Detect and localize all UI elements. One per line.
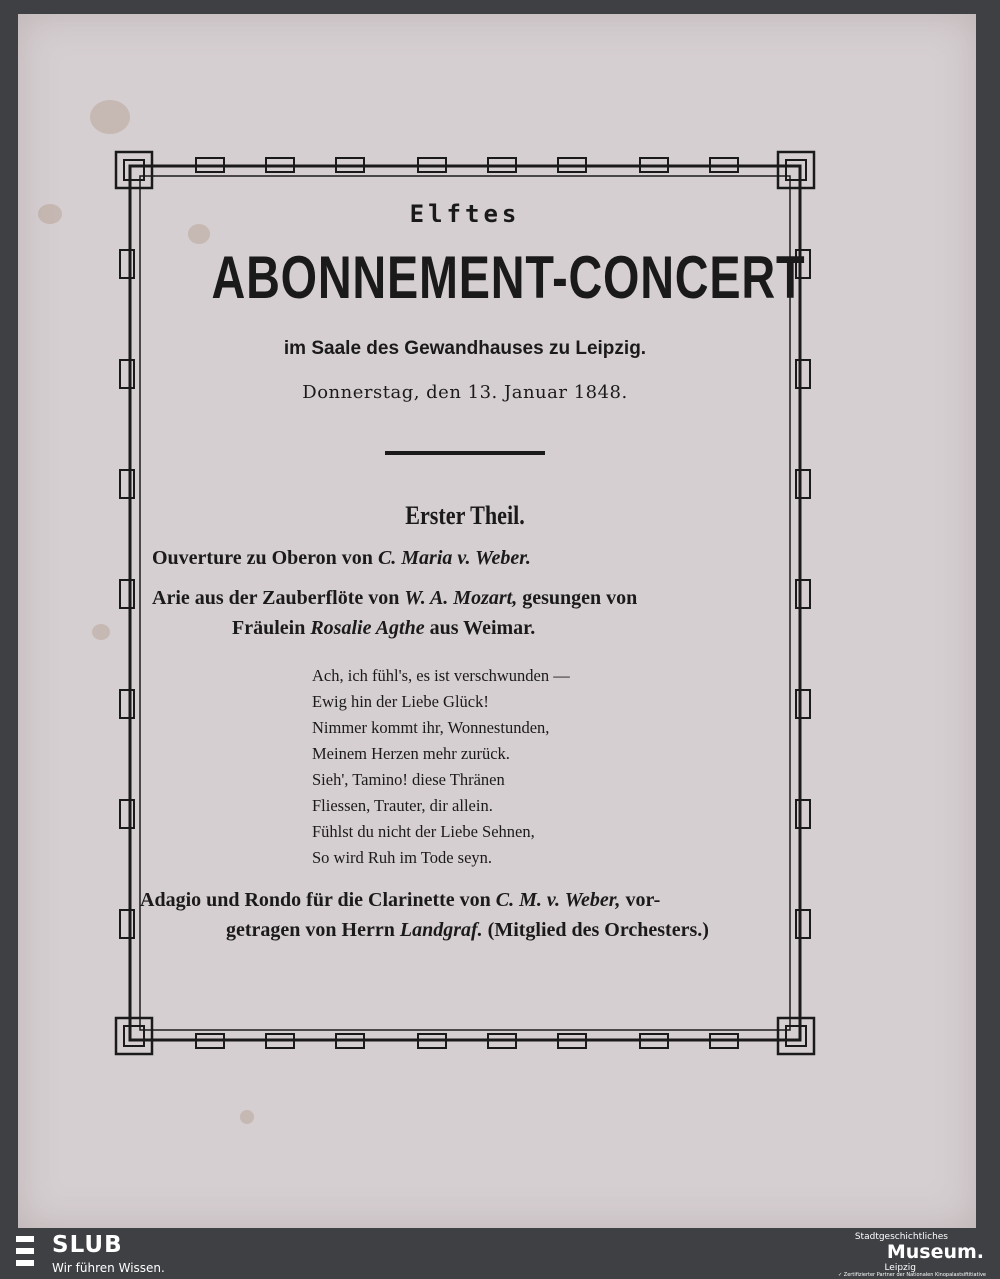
lyric-line: So wird Ruh im Tode seyn.: [312, 848, 493, 867]
museum-city: Leipzig: [884, 1263, 916, 1273]
adagio-performer: Landgraf.: [399, 919, 483, 941]
stain: [92, 624, 110, 640]
program-item-arie: [140, 583, 792, 643]
poster-title: ABONNEMENT-CONCERT: [211, 244, 806, 311]
stain: [38, 204, 62, 224]
aria-lyrics: [140, 663, 790, 871]
lyric-line: Meinem Herzen mehr zurück.: [312, 744, 510, 763]
ouverture-composer: C. Maria v. Weber.: [377, 547, 531, 569]
footer-bar: [0, 1228, 1000, 1279]
divider-rule: [385, 451, 545, 455]
lyric-line: Nimmer kommt ihr, Wonnestunden,: [312, 718, 550, 737]
lyric-line: Sieh', Tamino! diese Thränen: [312, 770, 505, 789]
arie-singer: Rosalie Agthe: [310, 617, 425, 639]
adagio-line2: [140, 915, 790, 945]
arie-line2: [152, 613, 792, 643]
adagio-line1: [140, 885, 790, 915]
arie-line1: [152, 583, 792, 613]
program-item-ouverture: [140, 543, 790, 573]
program-item-adagio: [140, 885, 790, 945]
library-name[interactable]: SLUB: [52, 1232, 123, 1258]
museum-partner-note: ✓ Zertifizierter Partner der Nationalen Kinopalastsiftitiative: [838, 1272, 986, 1278]
library-tagline: Wir führen Wissen.: [52, 1261, 165, 1275]
arie-line2-lead: Fräulein: [232, 617, 311, 639]
poster-date: Donnerstag, den 13. Januar 1848.: [302, 382, 628, 403]
arie-composer: W. A. Mozart,: [404, 587, 518, 609]
lyric-line: Ach, ich fühl's, es ist verschwunden —: [312, 666, 570, 685]
poster-venue: im Saale des Gewandhauses zu Leipzig.: [283, 338, 647, 359]
museum-label-small: Stadtgeschichtliches: [854, 1232, 948, 1242]
museum-name[interactable]: Museum.: [886, 1241, 984, 1263]
slub-logo-icon[interactable]: [16, 1236, 34, 1266]
adagio-tail: vor-: [620, 889, 661, 911]
ouverture-lead: Ouverture zu Oberon von: [152, 547, 378, 569]
stain: [240, 1110, 254, 1124]
arie-line2-tail: aus Weimar.: [424, 617, 536, 639]
stain: [90, 100, 130, 134]
arie-lead: Arie aus der Zauberflöte von: [152, 587, 405, 609]
arie-tail: gesungen von: [517, 587, 638, 609]
lyric-line: Fühlst du nicht der Liebe Sehnen,: [312, 822, 535, 841]
section-heading: Erster Theil.: [405, 501, 525, 530]
adagio-line2-lead: getragen von Herrn: [226, 919, 400, 941]
lyric-line: Ewig hin der Liebe Glück!: [312, 692, 489, 711]
lyric-line: Fliessen, Trauter, dir allein.: [312, 796, 493, 815]
poster-kicker: Elftes: [409, 200, 521, 228]
adagio-composer: C. M. v. Weber,: [495, 889, 621, 911]
adagio-lead: Adagio und Rondo für die Clarinette von: [140, 889, 496, 911]
poster-content: [140, 190, 806, 945]
adagio-line2-tail: (Mitglied des Orchesters.): [482, 919, 709, 941]
